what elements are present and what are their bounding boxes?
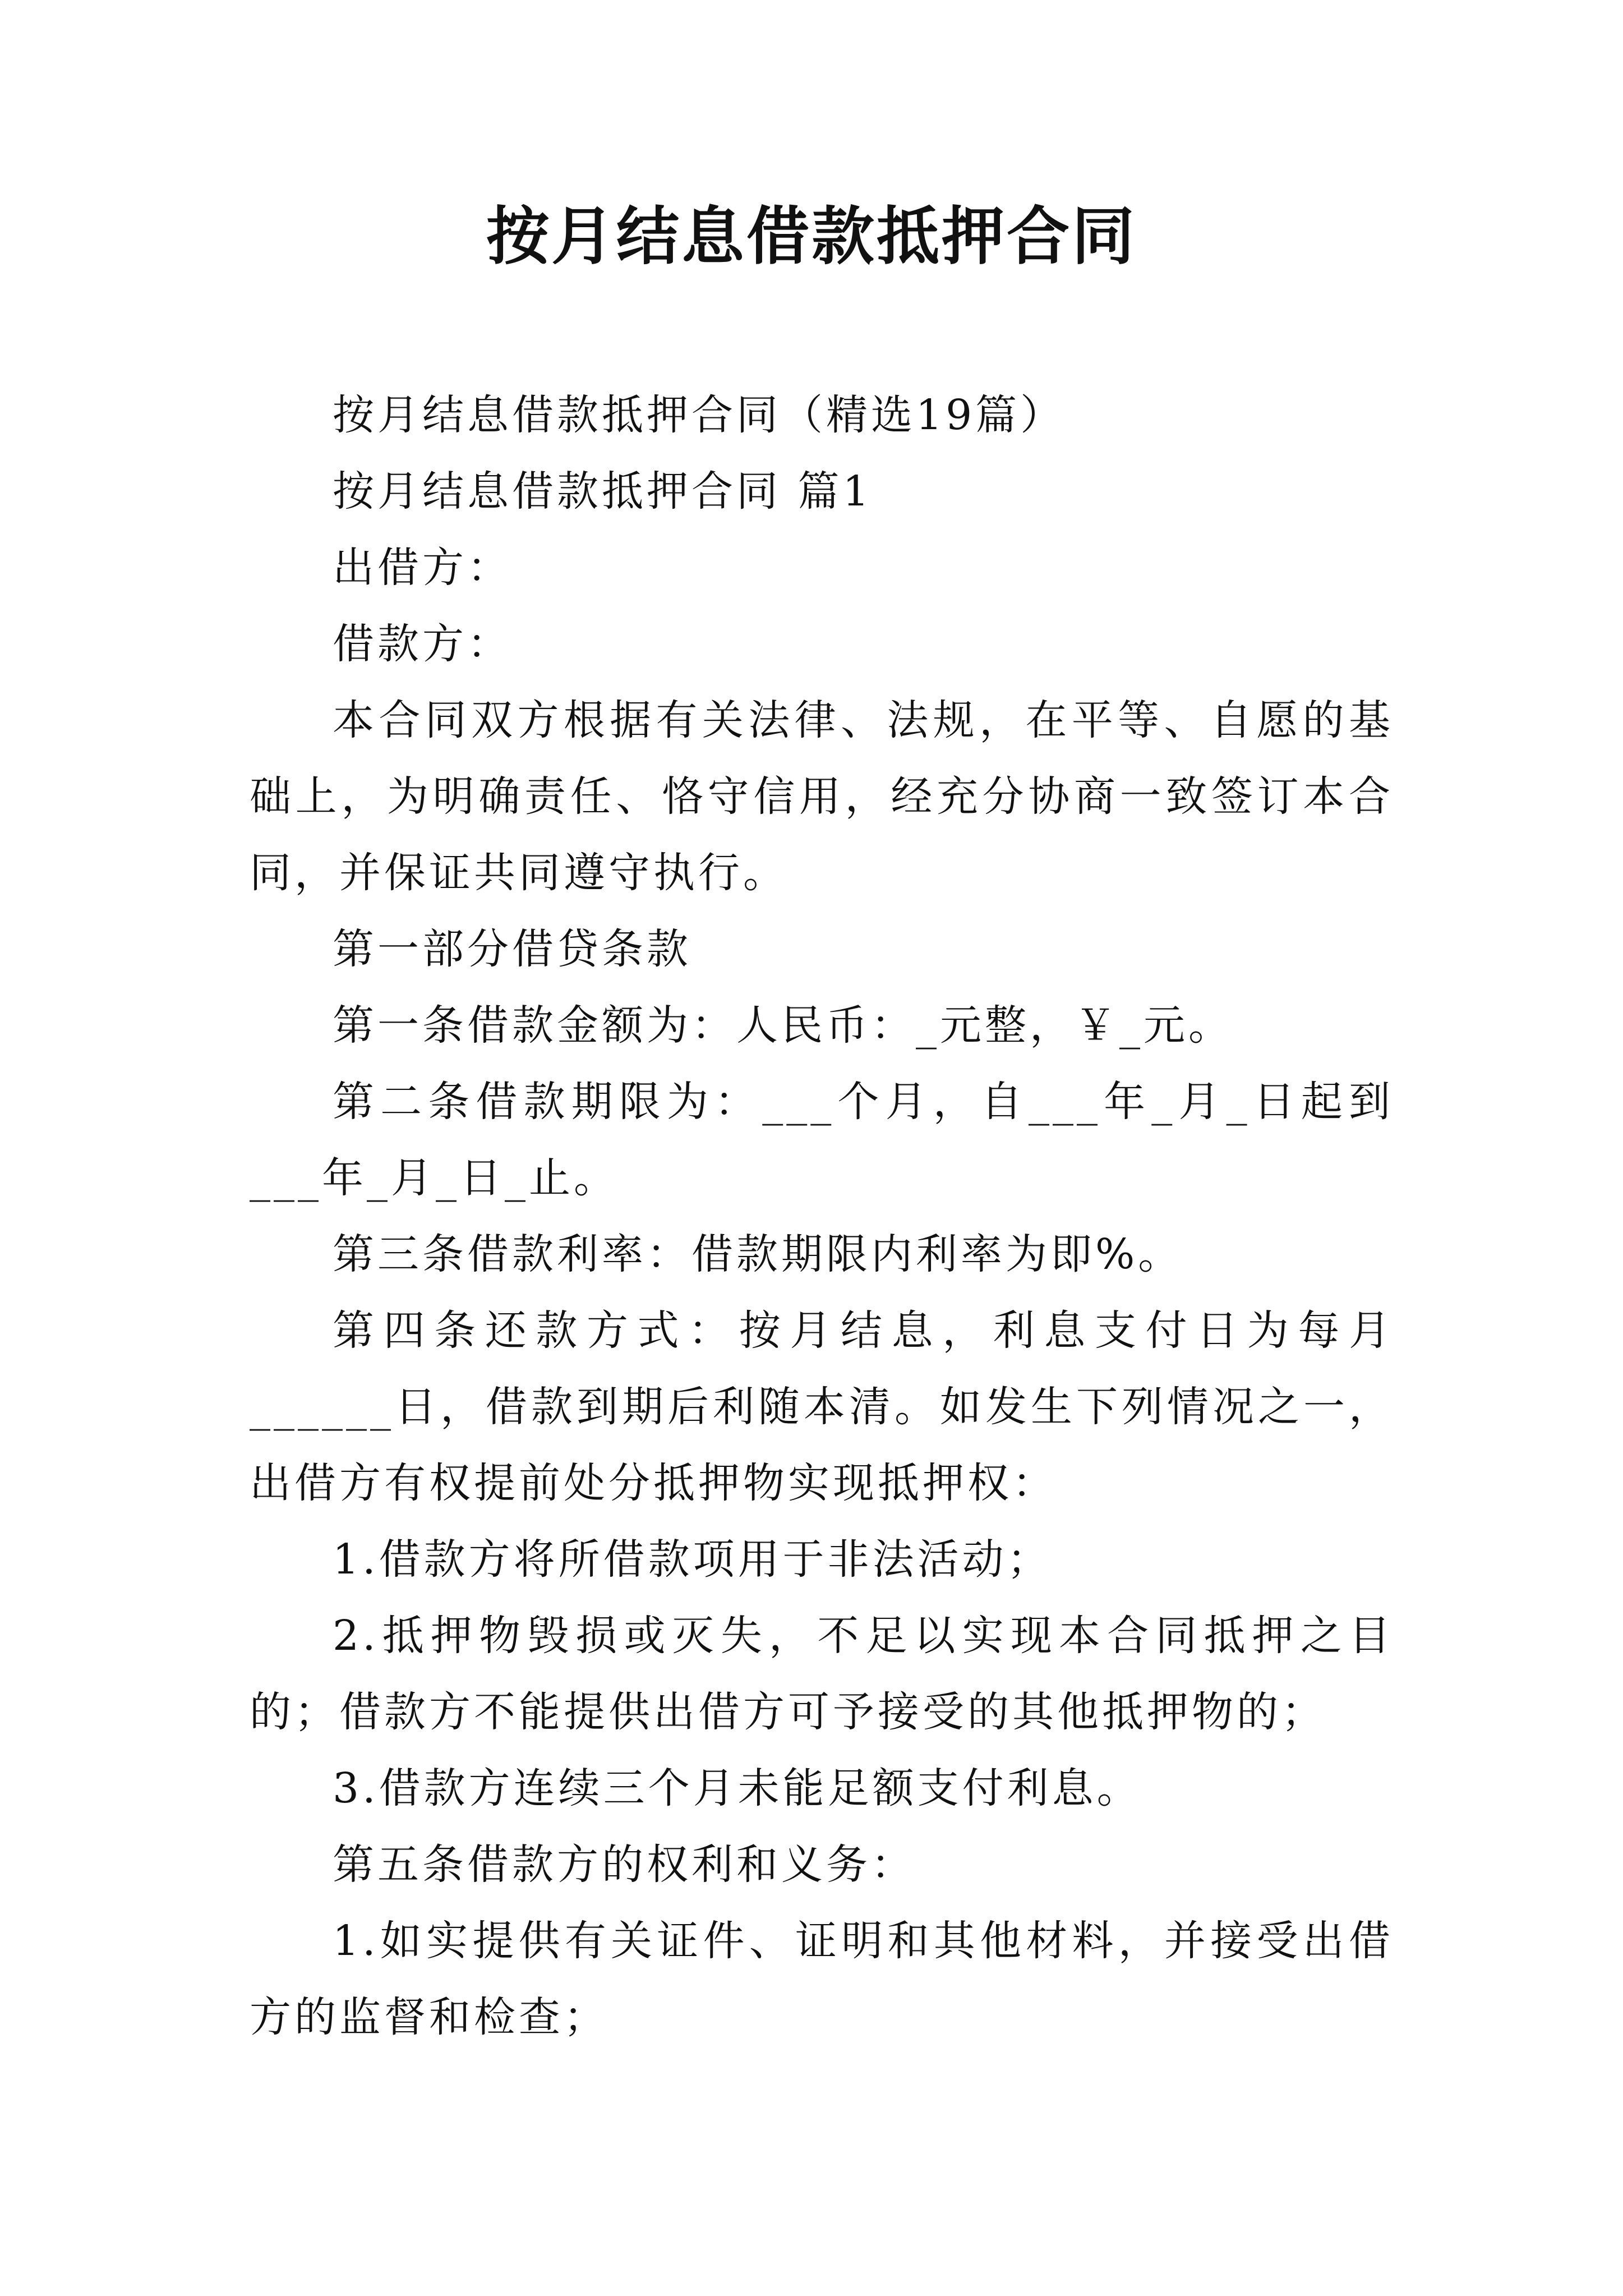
article-2: 第二条借款期限为：___个月，自___年_月_日起到___年_月_日_止。	[250, 1078, 1394, 1202]
preamble-paragraph: 本合同双方根据有关法律、法规，在平等、自愿的基础上，为明确责任、恪守信用，经充分协商一致签订本合同，并保证共同遵守执行。	[250, 696, 1394, 897]
article-4-item-3: 3.借款方连续三个月未能足额支付利息。	[333, 1764, 1142, 1812]
article-4-item-2: 2.抵押物毁损或灭失，不足以实现本合同抵押之目的；借款方不能提供出借方可予接受的其他抵押物的；	[250, 1612, 1394, 1736]
section-heading: 按月结息借款抵押合同 篇1	[333, 467, 873, 516]
part-heading: 第一部分借贷条款	[333, 925, 691, 973]
subtitle-paragraph: 按月结息借款抵押合同（精选19篇）	[333, 391, 1066, 439]
article-1: 第一条借款金额为：人民币：_元整，￥_元。	[333, 1001, 1233, 1050]
article-5-item-1: 1.如实提供有关证件、证明和其他材料，并接受出借方的监督和检查；	[250, 1917, 1394, 2041]
lender-line: 出借方：	[333, 544, 512, 592]
article-3: 第三条借款利率：借款期限内利率为即%。	[333, 1230, 1183, 1278]
article-5: 第五条借款方的权利和义务：	[333, 1841, 916, 1889]
document-title: 按月结息借款抵押合同	[486, 200, 1137, 273]
document-body	[250, 377, 1394, 2055]
article-4: 第四条还款方式：按月结息，利息支付日为每月______日，借款到期后利随本清。如发生下列情况之一，出借方有权提前处分抵押物实现抵押权：	[250, 1306, 1394, 1507]
article-4-item-1: 1.借款方将所借款项用于非法活动；	[333, 1535, 1052, 1584]
borrower-line: 借款方：	[333, 620, 512, 668]
